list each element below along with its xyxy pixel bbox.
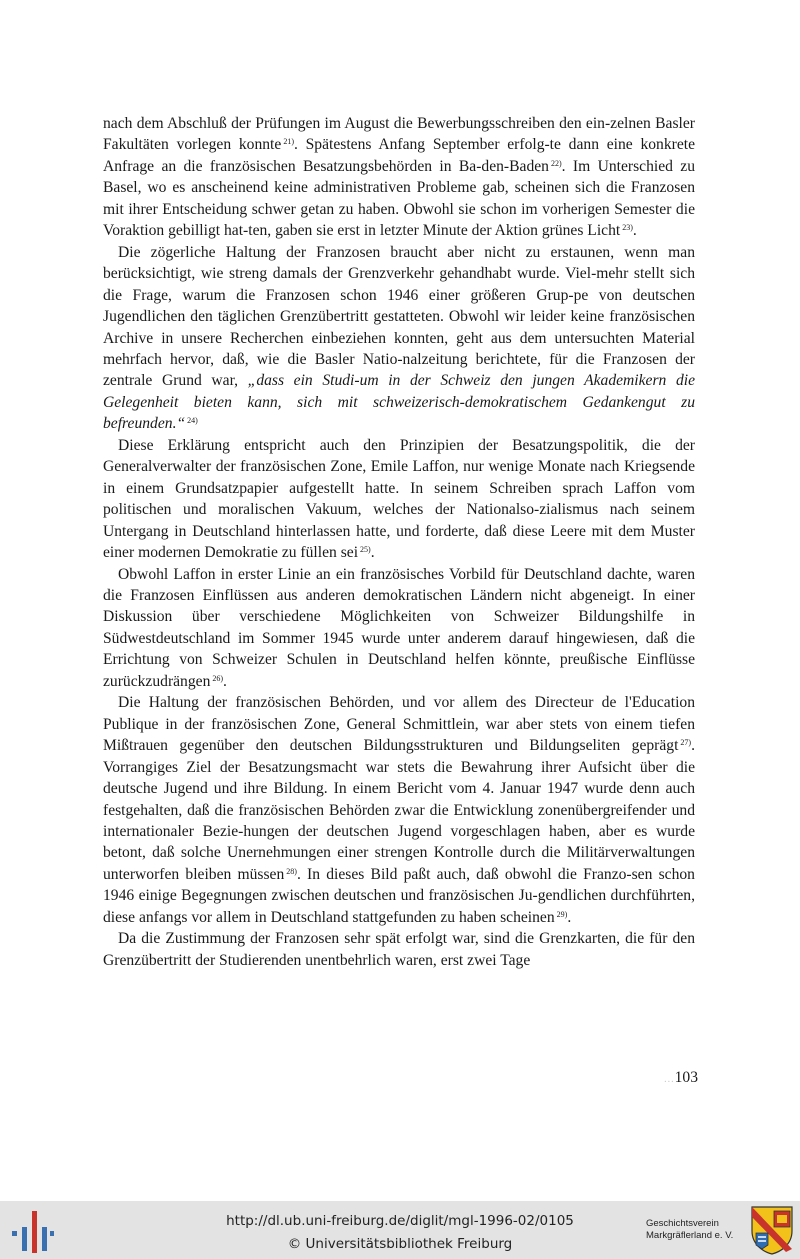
- body-paragraph: [103, 564, 695, 693]
- footer-bar: [0, 1201, 800, 1259]
- footnote-marker: 21): [283, 137, 294, 147]
- footnote-marker: 27): [680, 738, 692, 748]
- body-paragraph: [103, 435, 695, 564]
- coat-of-arms-icon: [750, 1205, 794, 1255]
- paragraph-text: .: [223, 672, 227, 690]
- paragraph-text: nach dem Abschluß der Prüfungen im August die Bewerbungsschreiben den ein-zelnen Basler Fakultäten vorlegen konnte: [103, 115, 695, 154]
- page-number-dots: ...: [664, 1074, 675, 1085]
- footer-url-link[interactable]: http://dl.ub.uni-freiburg.de/diglit/mgl-1996-02/0105: [226, 1213, 574, 1229]
- document-body: [103, 113, 695, 971]
- paragraph-text: .: [567, 908, 572, 926]
- footnote-marker: 26): [212, 673, 224, 683]
- paragraph-text: Obwohl Laffon in erster Linie an ein französisches Vorbild für Deutschland dachte, waren die Franzosen Einflüssen aus anderen demokratischen Ländern nicht abgeneigt. In einer Diskussion über verschiedene Möglichkeiten von Schweizer Bildungshilfe in Südwestdeutschland im Sommer 1945 wurde unter anderem darauf hingewiesen, daß die Errichtung von Schweizer Schulen in Deutschland helfen könnte, preußische Einflüsse zurückzudrängen: [103, 565, 695, 690]
- paragraph-text: .: [370, 544, 375, 562]
- body-paragraph: [103, 692, 695, 928]
- footer-organization: [646, 1218, 756, 1242]
- footnote-marker: 28): [286, 866, 297, 876]
- footnote-marker: 29): [556, 909, 568, 919]
- paragraph-text: . Vorrangiges Ziel der Besatzungsmacht war stets die Bewahrung ihrer Aufsicht über die deutsche Jugend und ihre Bildung. In einem Bericht vom 4. Januar 1947 wurde denn auch festgehalten, daß die französischen Behörden zwar die Entwicklung zonenübergreifender und internationaler Bezie-hungen der deutschen Jugend vorgeschlagen haben, aber es wurde betont, daß solche Unernehmungen einer strengen Kontrolle durch die Militärverwaltungen unterworfen bleiben müssen: [103, 737, 695, 883]
- footer-org-line2: Markgräflerland e. V.: [646, 1230, 734, 1241]
- footnote-marker: 23): [622, 223, 633, 233]
- footnote-marker: 24): [187, 416, 198, 426]
- paragraph-text: Die zögerliche Haltung der Franzosen braucht aber nicht zu erstaunen, wenn man berücksichtigt, wie streng damals der Grenzverkehr gehandhabt wurde. Viel-mehr stellt sich die Frage, warum die Franzosen schon 1946 einer größeren Grup-pe von deutschen Jugendlichen den täglichen Grenzübertritt gestatteten. Obwohl wir leider keine französischen Archive in unsere Recherchen einbeziehen konnten, geht aus dem untersuchten Material mehrfach hervor, daß, wie die Basler Natio-nalzeitung berichtete, für die Franzosen der zentrale Grund war,: [103, 243, 695, 390]
- page-number-value: 103: [674, 1069, 698, 1086]
- footnote-marker: 22): [550, 158, 562, 168]
- page-number: [640, 1069, 698, 1087]
- paragraph-text: Diese Erklärung entspricht auch den Prinzipien der Besatzungspolitik, die der Generalverwalter der französischen Zone, Emile Laffon, nur wenige Monate nach Kriegsende in einem Grundsatzpapier aufgestellt hatte. In seinem Schreiben sprach Laffon vom politischen und moralischen Vakuum, welches der Nationalso-zialismus nach seinem Untergang in Deutschland hinterlassen hatte, und forderte, daß diese Leere mit dem Muster einer modernen Demokratie zu füllen sei: [103, 436, 695, 562]
- body-paragraph: [103, 928, 695, 971]
- paragraph-text: Da die Zustimmung der Franzosen sehr spät erfolgt war, sind die Grenzkarten, die für den Grenzübertritt der Studierenden unentbehrlich waren, erst zwei Tage: [103, 930, 695, 969]
- paragraph-text: Die Haltung der französischen Behörden, und vor allem des Directeur de l'Education Publique in der französischen Zone, General Schmittlein, war aber stets von einem tiefen Mißtrauen gegenüber den deutschen Bildungsstrukturen und Bildungseliten geprägt: [103, 694, 695, 755]
- paragraph-quote: „dass ein Studi-um in der Schweiz den jungen Akademikern die Gelegenheit bieten kann, sich mit schweizerisch-demokratischem Gedankengut zu befreunden.“: [103, 372, 695, 433]
- paragraph-text: . In dieses Bild paßt auch, daß obwohl die Franzo-sen schon 1946 einige Begegnungen zwischen deutschen und französischen Ju-gendlichen durchführten, diese anfangs vor allem in Deutschland stattgefunden zu haben scheinen: [103, 865, 695, 926]
- body-paragraph: [103, 242, 695, 435]
- body-paragraph: [103, 113, 695, 242]
- footnote-marker: 25): [360, 545, 371, 555]
- footer-org-line1: Geschichtsverein: [646, 1218, 719, 1229]
- paragraph-text: .: [632, 222, 637, 240]
- paragraph-text: . Spätestens Anfang September erfolg-te dann eine konkrete Anfrage an die französischen Besatzungsbehörden in Ba-den-Baden: [103, 136, 695, 175]
- paragraph-text: . Im Unterschied zu Basel, wo es anscheinend keine administrativen Probleme gab, scheinen sich die Franzosen mit ihrer Entscheidung schwer getan zu haben. Obwohl sie schon im vorherigen Semester die Voraktion gebilligt hat-ten, gaben sie erst in letzter Minute der Aktion grünes Licht: [103, 157, 695, 240]
- footer-copyright: © Universitätsbibliothek Freiburg: [287, 1236, 513, 1252]
- ub-freiburg-logo-icon: [10, 1207, 54, 1255]
